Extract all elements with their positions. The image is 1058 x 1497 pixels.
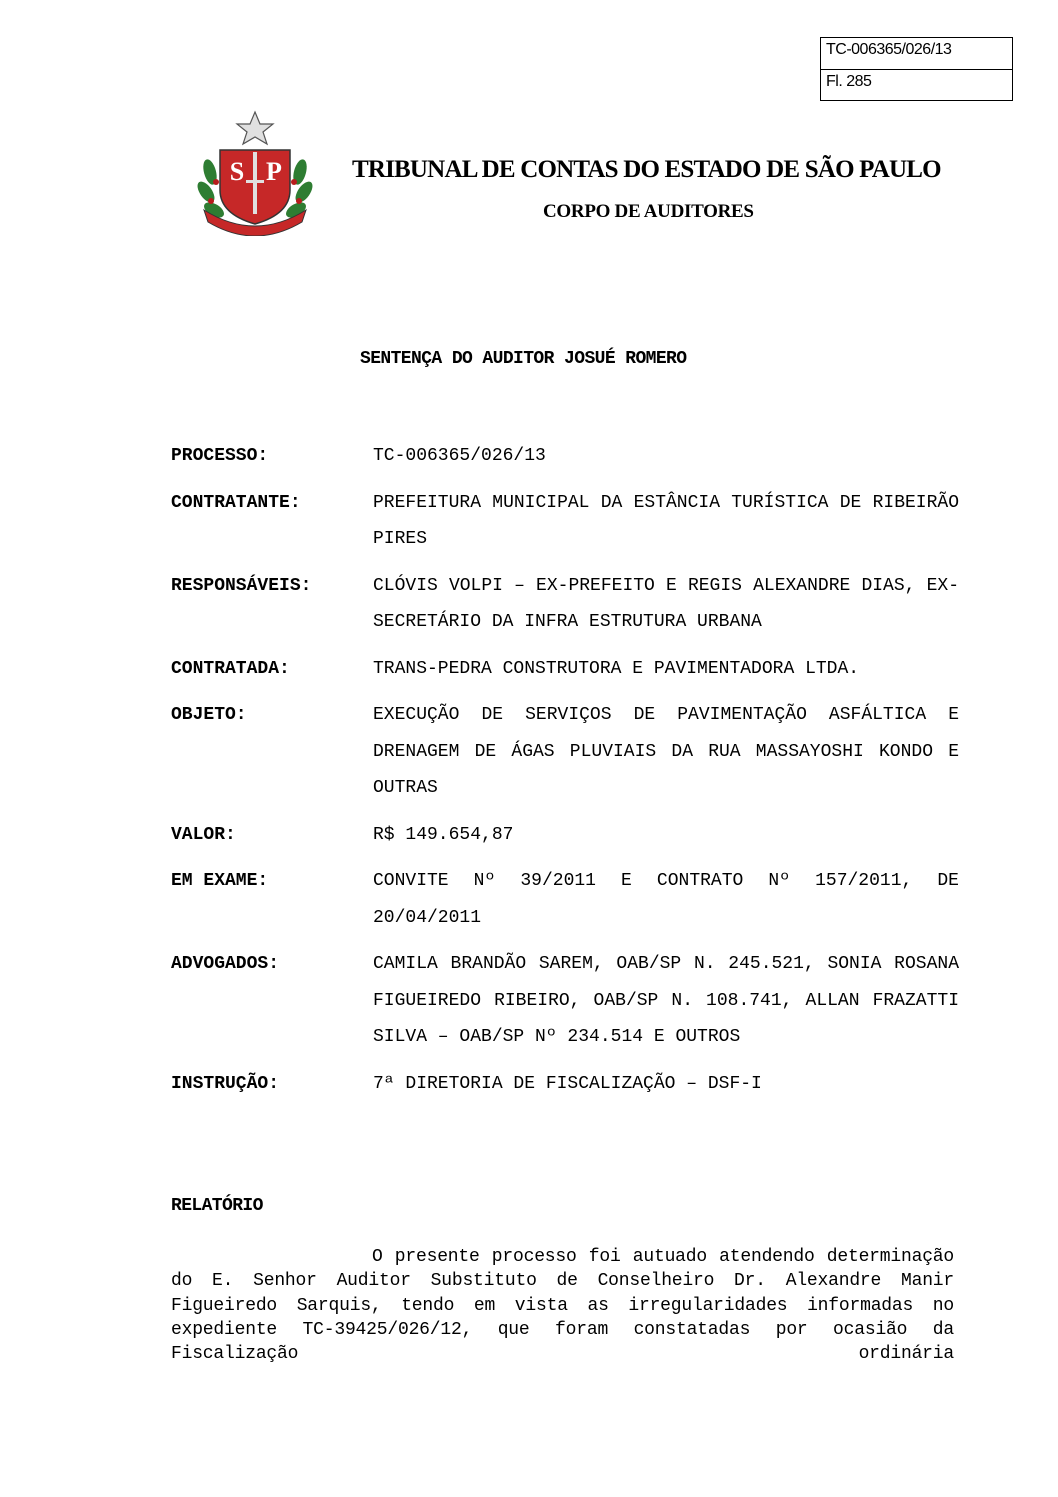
stamp-process-number: TC-006365/026/13 — [826, 41, 952, 58]
sao-paulo-coat-of-arms-icon — [196, 110, 314, 236]
field-value: CLÓVIS VOLPI – EX-PREFEITO E REGIS ALEXANDRE DIAS, EX-SECRETÁRIO DA INFRA ESTRUTURA URBANA — [373, 575, 959, 632]
field-value: CONVITE Nº 39/2011 E CONTRATO Nº 157/2011, DE 20/04/2011 — [373, 871, 959, 928]
field-em-exame — [171, 863, 961, 936]
document-heading: SENTENÇA DO AUDITOR JOSUÉ ROMERO — [360, 349, 687, 369]
field-label: RESPONSÁVEIS: — [171, 575, 312, 596]
field-label: ADVOGADOS: — [171, 954, 280, 974]
seal-letter-s: S — [229, 157, 245, 186]
seal-letter-p: P — [266, 157, 282, 186]
field-label: PROCESSO: — [171, 446, 269, 466]
section-title-relatorio: RELATÓRIO — [171, 1196, 263, 1216]
field-processo — [171, 438, 961, 475]
stamp-sheet-number: Fl. 285 — [821, 69, 1012, 100]
field-value: EXECUÇÃO DE SERVIÇOS DE PAVIMENTAÇÃO ASFÁLTICA E DRENAGEM DE ÁGAS PLUVIAIS DA RUA MASSAYOSHI KONDO E OUTRAS — [373, 705, 959, 798]
field-label: EM EXAME: — [171, 871, 269, 891]
field-contratada — [171, 651, 961, 688]
field-contratante — [171, 485, 961, 558]
field-value: CAMILA BRANDÃO SAREM, OAB/SP N. 245.521, SONIA ROSANA FIGUEIREDO RIBEIRO, OAB/SP N. 108.741, ALLAN FRAZATTI SILVA – OAB/SP Nº 234.514 E OUTROS — [373, 954, 959, 1047]
field-label: OBJETO: — [171, 705, 247, 725]
field-value: R$ 149.654,87 — [373, 824, 514, 845]
field-value: TRANS-PEDRA CONSTRUTORA E PAVIMENTADORA LTDA. — [373, 658, 860, 679]
field-label: CONTRATADA: — [171, 658, 290, 679]
field-label: CONTRATANTE: — [171, 492, 301, 513]
department-name: CORPO DE AUDITORES — [543, 201, 754, 222]
court-name: TRIBUNAL DE CONTAS DO ESTADO DE SÃO PAULO — [352, 156, 941, 183]
field-objeto — [171, 697, 961, 807]
field-label: INSTRUÇÃO: — [171, 1073, 280, 1094]
case-fields — [171, 438, 961, 1112]
report-paragraph — [171, 1245, 954, 1366]
field-label: VALOR: — [171, 824, 236, 845]
field-value: PREFEITURA MUNICIPAL DA ESTÂNCIA TURÍSTICA DE RIBEIRÃO PIRES — [373, 492, 959, 549]
field-valor — [171, 817, 961, 854]
process-stamp — [820, 37, 1013, 101]
field-value: 7ª DIRETORIA DE FISCALIZAÇÃO – DSF-I — [373, 1073, 762, 1094]
report-text: O presente processo foi autuado atendendo determinação do E. Senhor Auditor Substituto de Conselheiro Dr. Alexandre Manir Figueiredo Sarquis, tendo em vista as irregularidades informadas no expediente TC-39425/026/12, que foram constatadas por ocasião da Fiscalização ordinária — [171, 1247, 954, 1365]
field-responsaveis — [171, 568, 961, 641]
field-value: TC-006365/026/13 — [373, 446, 546, 466]
field-advogados — [171, 946, 961, 1056]
field-instrucao — [171, 1066, 961, 1103]
